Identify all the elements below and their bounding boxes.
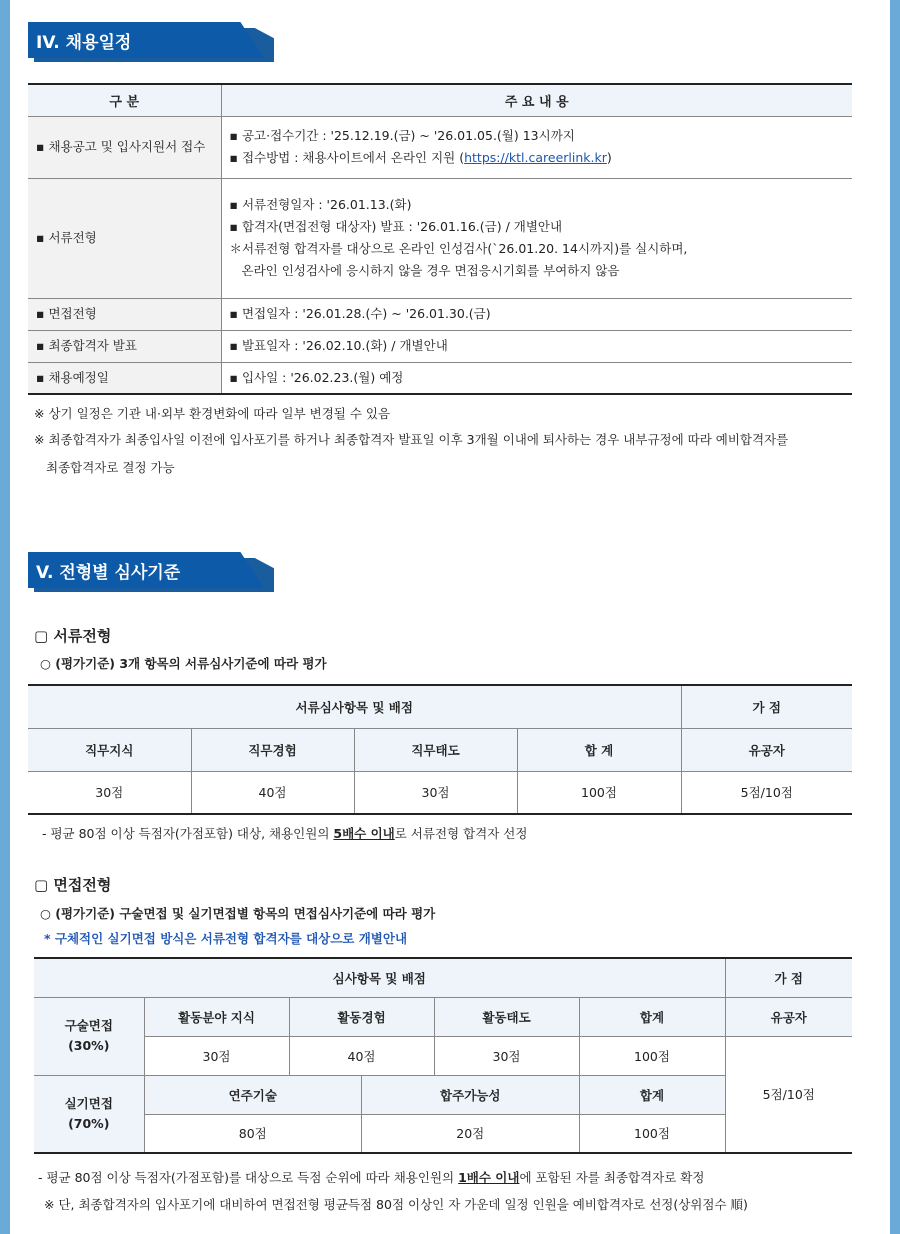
right-frame-border <box>890 0 900 1234</box>
table-row: ▪ 면접전형 ▪ 면접일자 : '26.01.28.(수) ~ '26.01.30.(금) <box>28 298 852 330</box>
schedule-header-content: 주 요 내 용 <box>221 84 852 116</box>
left-frame-border <box>0 0 10 1234</box>
doc-screening-note: - 평균 80점 이상 득점자(가점포함) 대상, 채용인원의 5배수 이내로 서류전형 합격자 선정 <box>42 826 528 841</box>
careerlink-link[interactable]: https://ktl.careerlink.kr <box>464 150 607 165</box>
table-row: 30점 40점 30점 100점 5점/10점 <box>28 771 852 814</box>
schedule-note-2-cont: 최종합격자로 결정 가능 <box>46 460 175 475</box>
schedule-header-category: 구 분 <box>28 84 221 116</box>
interview-note-2: ※ 단, 최종합격자의 입사포기에 대비하여 면접전형 평균득점 80점 이상인 자 가운데 일정 인원을 예비합격자로 선정(상위점수 順) <box>44 1197 748 1212</box>
section-title-criteria: V. 전형별 심사기준 <box>28 552 274 592</box>
table-row: ▪ 채용공고 및 입사지원서 접수 ▪ 공고·접수기간 : '25.12.19.(금) ~ '26.01.05.(월) 13시까지 ▪ 접수방법 : 채용사이트에서 온라인 지원 (https://ktl.careerlink.kr) <box>28 116 852 178</box>
interview-note-blue: * 구체적인 실기면접 방식은 서류전형 합격자를 대상으로 개별안내 <box>44 931 408 946</box>
table-row: ▪ 서류전형 ▪ 서류전형일자 : '26.01.13.(화) ▪ 합격자(면접전형 대상자) 발표 : '26.01.16.(금) / 개별안내 ＊서류전형 합격자를 대상으로 온라인 인성검사(`26.01.20. 14시까지)를 실시하며, 온라인 인성검사에 응시하지 않을 경우 면접응시기회를 부여하지 않음 <box>28 178 852 298</box>
table-row: 30점 40점 30점 100점 5점/10점 <box>34 1036 852 1075</box>
schedule-note-2: ※ 최종합격자가 최종입사일 이전에 입사포기를 하거나 최종합격자 발표일 이후 3개월 이내에 퇴사하는 경우 내부규정에 따라 예비합격자를 <box>34 432 789 447</box>
table-row: ▪ 최종합격자 발표 ▪ 발표일자 : '26.02.10.(화) / 개별안내 <box>28 330 852 362</box>
schedule-table <box>28 83 852 395</box>
doc-screening-heading: ▢ 서류전형 <box>34 627 112 645</box>
section-title-schedule: IV. 채용일정 <box>28 22 274 62</box>
doc-screening-table: 서류심사항목 및 배점 가 점 직무지식 직무경험 직무태도 합 계 유공자 30점 40점 30점 100점 5점/10점 <box>28 684 852 815</box>
table-row: 80점 20점 100점 <box>34 1114 852 1153</box>
interview-criteria: ○ (평가기준) 구술면접 및 실기면접별 항목의 면접심사기준에 따라 평가 <box>40 906 436 921</box>
table-row: ▪ 채용예정일 ▪ 입사일 : '26.02.23.(월) 예정 <box>28 362 852 394</box>
interview-table: 심사항목 및 배점 가 점 구술면접 (30%) 활동분야 지식 활동경험 활동태도 합계 유공자 30점 40점 30점 100점 5점/10점 실기면접 (70%) 연주기술 합주가능성 합계 80점 20점 100점 <box>34 957 852 1154</box>
schedule-note-1: ※ 상기 일정은 기관 내·외부 환경변화에 따라 일부 변경될 수 있음 <box>34 406 391 421</box>
doc-screening-criteria: ○ (평가기준) 3개 항목의 서류심사기준에 따라 평가 <box>40 656 327 671</box>
interview-heading: ▢ 면접전형 <box>34 876 112 894</box>
interview-note-1: - 평균 80점 이상 득점자(가점포함)를 대상으로 득점 순위에 따라 채용인원의 1배수 이내에 포함된 자를 최종합격자로 확정 <box>38 1170 705 1185</box>
